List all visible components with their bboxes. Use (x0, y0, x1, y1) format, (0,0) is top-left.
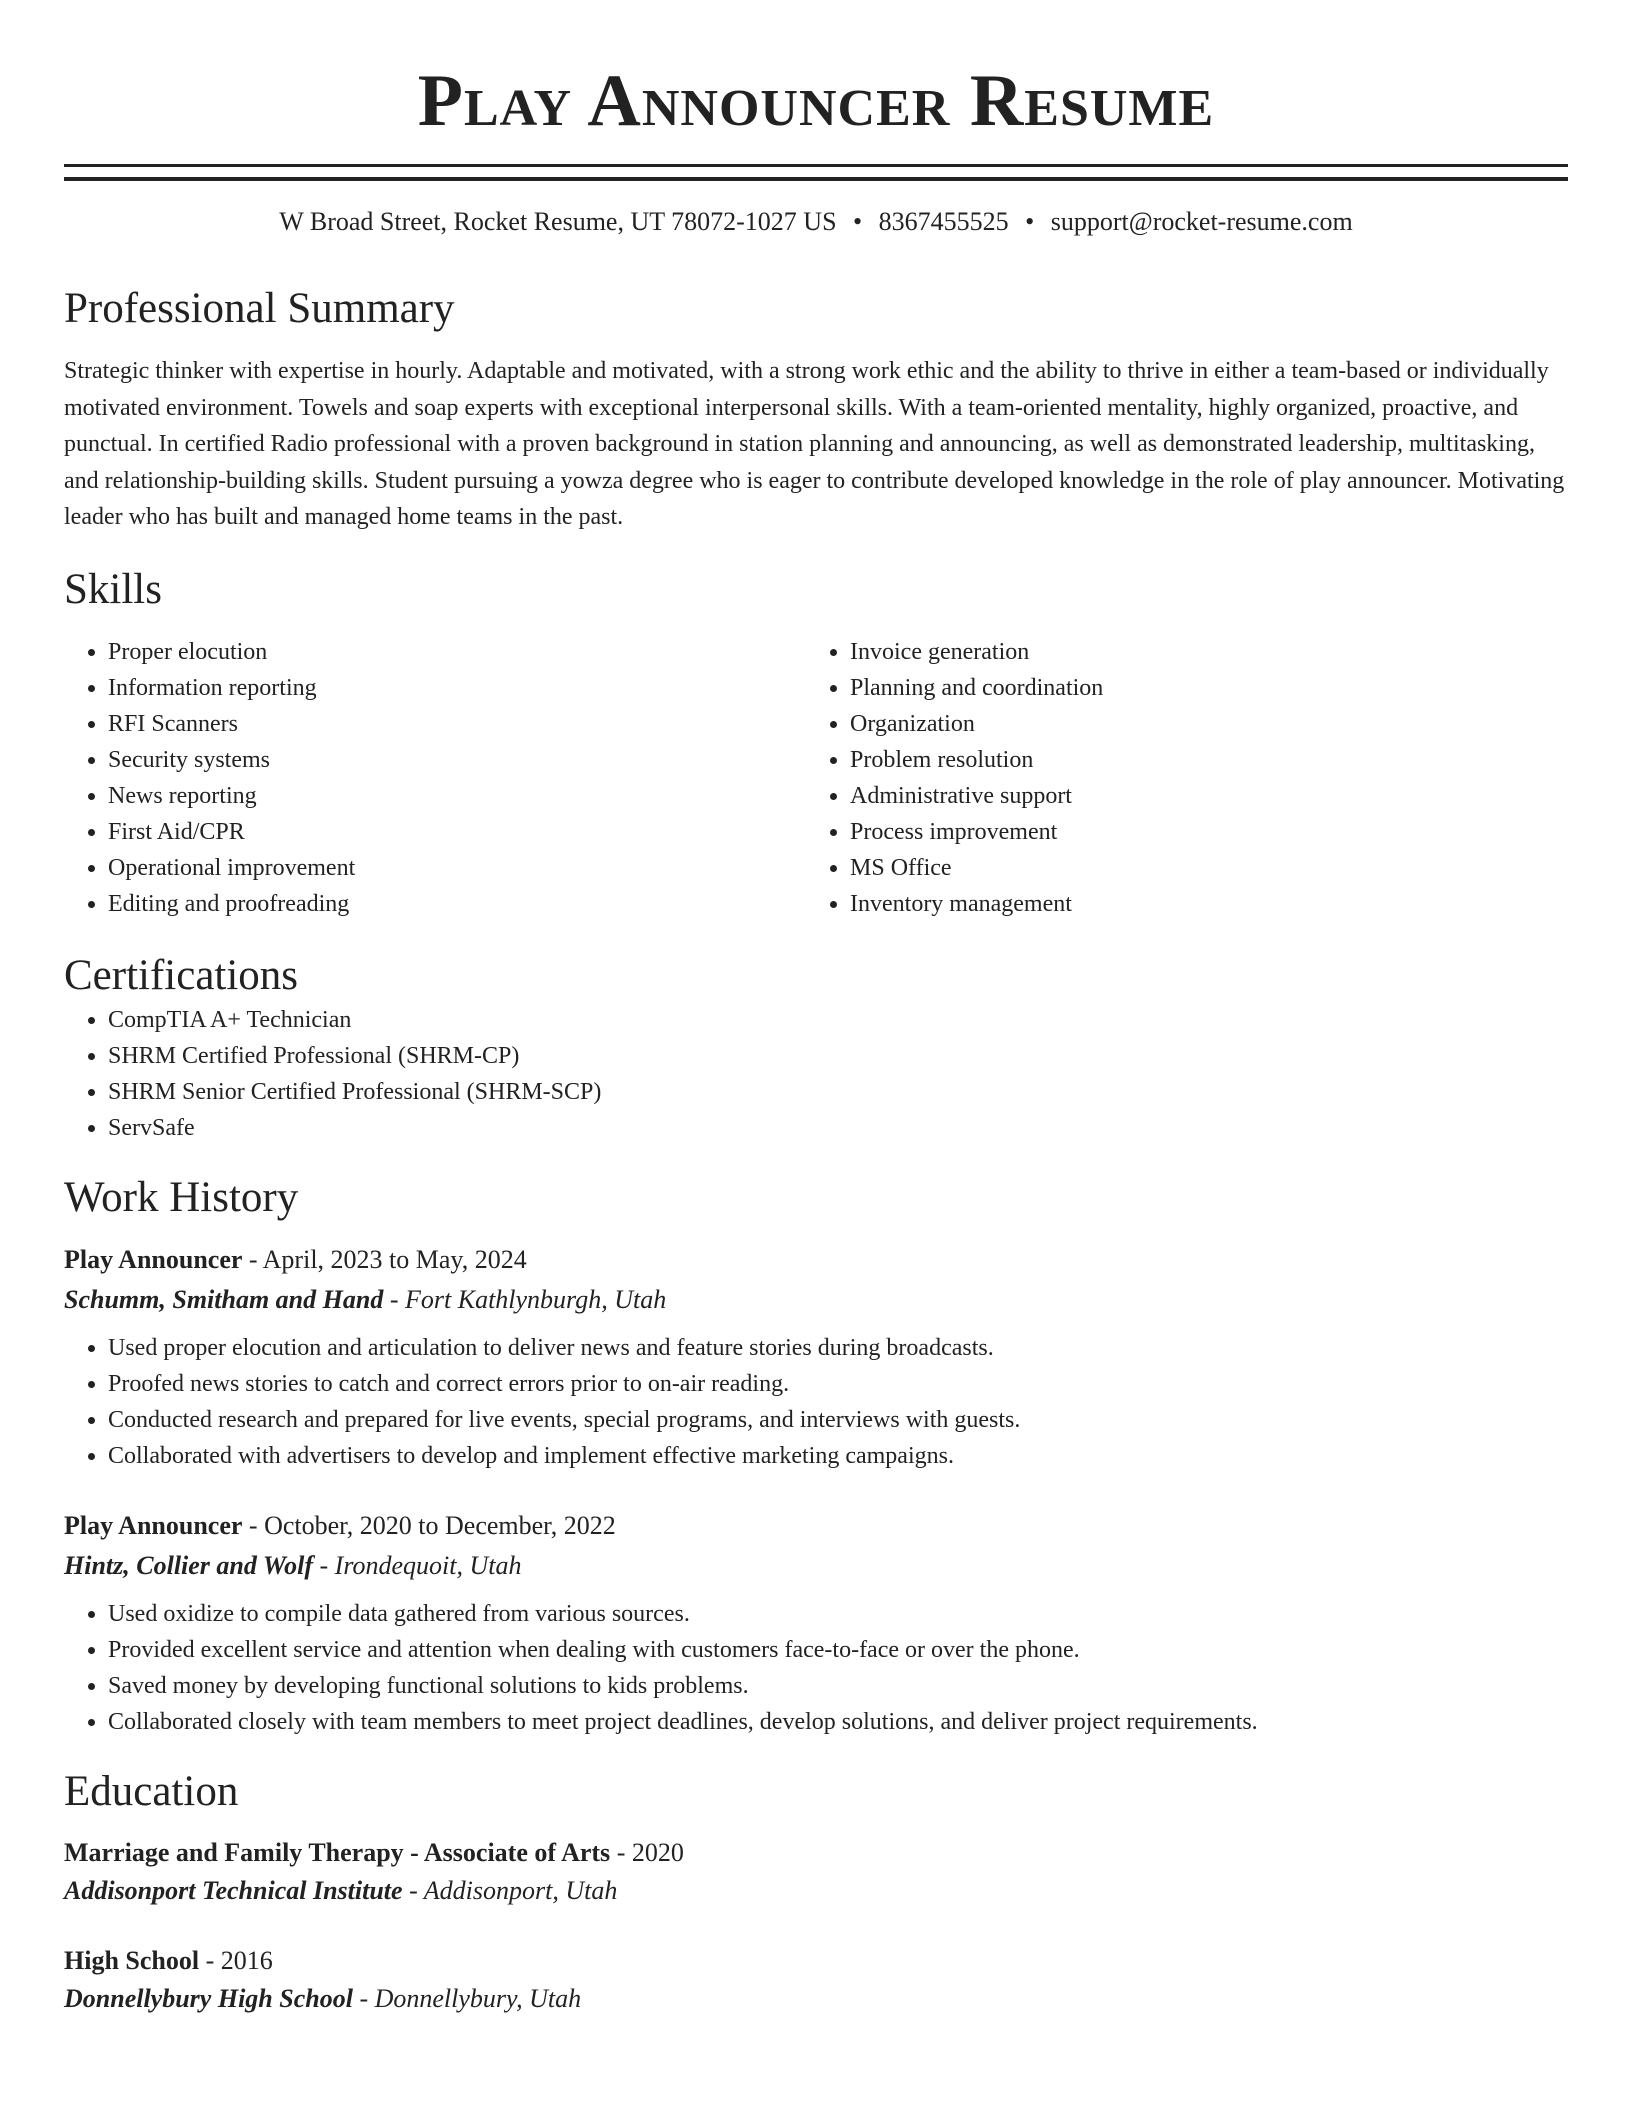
job-entry (64, 1240, 1568, 1474)
education-school: Addisonport Technical Institute (64, 1875, 403, 1905)
job-entry (64, 1506, 1568, 1740)
job-duty: • Collaborated with advertisers to develop and implement effective marketing campaigns. (108, 1438, 1568, 1474)
skill-item: • Security systems (108, 742, 806, 778)
certification-item: • CompTIA A+ Technician (108, 1002, 1568, 1038)
contact-phone: 8367455525 (878, 207, 1009, 236)
job-title-line: Play Announcer - April, 2023 to May, 2024 (64, 1244, 527, 1274)
summary-text: Strategic thinker with expertise in hourly. Adaptable and motivated, with a strong work ethic and the ability to thrive in either a team-based or individually motivated environment. Towels and soap experts with exceptional interpersonal skills. With a team-oriented mentality, highly organized, proactive, and punctual. In certified Radio professional with a proven background in station planning and announcing, as well as demonstrated leadership, multitasking, and relationship-building skills. Student pursuing a yowza degree who is eager to contribute developed knowledge in the role of play announcer. Motivating leader who has built and managed home teams in the past. (64, 358, 1565, 530)
skill-item: • Problem resolution (850, 742, 1548, 778)
skill-item: • Information reporting (108, 670, 806, 706)
education-degree-line: High School - 2016 (64, 1945, 273, 1975)
skills-right-list (806, 634, 1548, 922)
education-school-line: Addisonport Technical Institute - Addisonport, Utah (64, 1875, 618, 1905)
education-heading: Education (64, 1767, 239, 1815)
education-degree-line: Marriage and Family Therapy - Associate of Arts - 2020 (64, 1837, 684, 1867)
contact-line (64, 205, 1568, 239)
job-dates: October, 2020 to December, 2022 (264, 1510, 616, 1540)
job-duty: • Conducted research and prepared for live events, special programs, and interviews with guests. (108, 1402, 1568, 1438)
skill-item: • Inventory management (850, 886, 1548, 922)
skill-item: • Editing and proofreading (108, 886, 806, 922)
job-duty: • Used oxidize to compile data gathered from various sources. (108, 1596, 1568, 1632)
contact-address: W Broad Street, Rocket Resume, UT 78072-1027 US (279, 207, 837, 236)
job-location: Fort Kathlynburgh, Utah (405, 1284, 667, 1314)
skills-columns (64, 634, 1568, 922)
education-entry (64, 1942, 1568, 2018)
skill-item: • News reporting (108, 778, 806, 814)
contact-separator: • (1025, 207, 1035, 236)
job-title: Play Announcer (64, 1510, 243, 1540)
contact-email: support@rocket-resume.com (1050, 207, 1353, 236)
certification-item: • ServSafe (108, 1110, 1568, 1146)
skill-item: • Planning and coordination (850, 670, 1548, 706)
education-school: Donnellybury High School (64, 1983, 353, 2013)
job-duties-list (64, 1596, 1568, 1740)
skill-item: • Administrative support (850, 778, 1548, 814)
education-year: 2020 (631, 1837, 684, 1867)
job-duties-list (64, 1330, 1568, 1474)
resume-title: Play Announcer Resume (417, 60, 1215, 142)
job-company: Schumm, Smitham and Hand (64, 1284, 384, 1314)
summary-heading: Professional Summary (64, 285, 455, 332)
skill-item: • First Aid/CPR (108, 814, 806, 850)
job-duty: • Provided excellent service and attention when dealing with customers face-to-face or over the phone. (108, 1632, 1568, 1668)
work-history-heading: Work History (64, 1173, 299, 1221)
education-location: Donnellybury, Utah (374, 1983, 582, 2013)
certifications-list (64, 1002, 1568, 1146)
job-company: Hintz, Collier and Wolf (64, 1550, 313, 1580)
job-company-line: Schumm, Smitham and Hand - Fort Kathlynburgh, Utah (64, 1284, 667, 1314)
skills-left-list (64, 634, 806, 922)
education-degree: Marriage and Family Therapy - Associate of Arts (64, 1837, 611, 1867)
skill-item: • Process improvement (850, 814, 1548, 850)
certification-item: • SHRM Certified Professional (SHRM-CP) (108, 1038, 1568, 1074)
education-entry (64, 1834, 1568, 1910)
certification-item: • SHRM Senior Certified Professional (SHRM-SCP) (108, 1074, 1568, 1110)
skill-item: • Organization (850, 706, 1548, 742)
job-duty: • Saved money by developing functional solutions to kids problems. (108, 1668, 1568, 1704)
contact-separator: • (853, 207, 863, 236)
education-location: Addisonport, Utah (423, 1875, 618, 1905)
education-degree: High School (64, 1945, 200, 1975)
education-school-line: Donnellybury High School - Donnellybury, Utah (64, 1983, 582, 2013)
education-year: 2016 (220, 1945, 273, 1975)
job-dates: April, 2023 to May, 2024 (262, 1244, 527, 1274)
skill-item: • Operational improvement (108, 850, 806, 886)
job-title-line: Play Announcer - October, 2020 to December, 2022 (64, 1510, 616, 1540)
skill-item: • MS Office (850, 850, 1548, 886)
skills-heading: Skills (64, 565, 162, 613)
job-duty: • Used proper elocution and articulation to deliver news and feature stories during broadcasts. (108, 1330, 1568, 1366)
skill-item: • Invoice generation (850, 634, 1548, 670)
job-location: Irondequoit, Utah (334, 1550, 522, 1580)
job-company-line: Hintz, Collier and Wolf - Irondequoit, Utah (64, 1550, 522, 1580)
job-duty: • Collaborated closely with team members to meet project deadlines, develop solutions, and deliver project requirements. (108, 1704, 1568, 1740)
skill-item: • Proper elocution (108, 634, 806, 670)
certifications-heading: Certifications (64, 951, 299, 999)
skill-item: • RFI Scanners (108, 706, 806, 742)
job-duty: • Proofed news stories to catch and correct errors prior to on-air reading. (108, 1366, 1568, 1402)
job-title: Play Announcer (64, 1244, 243, 1274)
title-divider (64, 164, 1568, 181)
